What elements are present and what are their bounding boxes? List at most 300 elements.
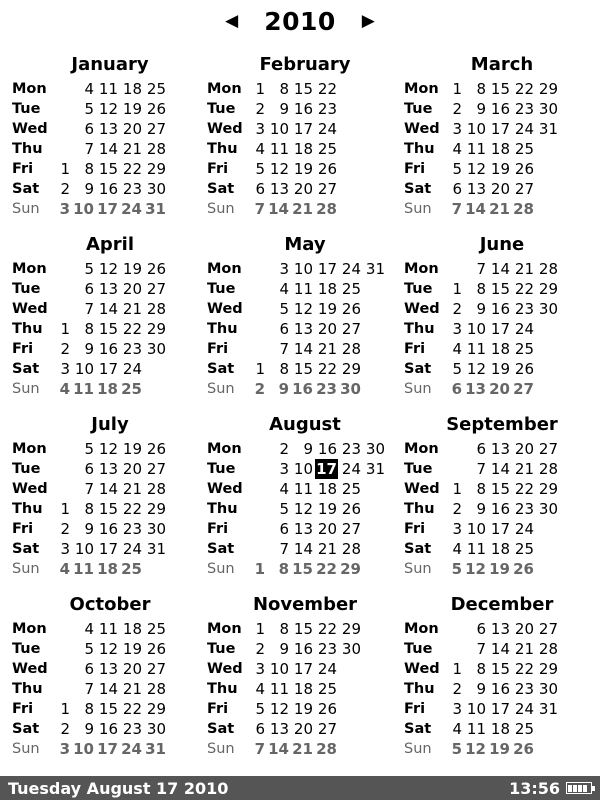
calendar-day[interactable]: 4	[84, 620, 94, 638]
calendar-day[interactable]: 30	[538, 300, 558, 318]
calendar-day[interactable]: 30	[146, 180, 166, 198]
calendar-day[interactable]: 20	[122, 660, 142, 678]
calendar-day[interactable]: 10	[466, 120, 486, 138]
calendar-day[interactable]: 28	[341, 340, 361, 358]
calendar-day[interactable]: 28	[538, 460, 558, 478]
calendar-day[interactable]: 19	[293, 160, 313, 178]
calendar-day[interactable]: 7	[476, 640, 486, 658]
calendar-day[interactable]: 27	[146, 120, 166, 138]
calendar-day[interactable]: 18	[490, 720, 510, 738]
calendar-day[interactable]: 23	[317, 100, 337, 118]
calendar-day[interactable]: 11	[466, 540, 486, 558]
calendar-day[interactable]: 31	[146, 540, 166, 558]
calendar-day[interactable]: 26	[514, 160, 534, 178]
calendar-day[interactable]: 23	[514, 100, 534, 118]
calendar-day[interactable]: 10	[269, 660, 289, 678]
calendar-day[interactable]: 13	[465, 380, 486, 398]
calendar-day[interactable]: 18	[293, 140, 313, 158]
calendar-day[interactable]: 15	[293, 360, 313, 378]
calendar-day[interactable]: 11	[73, 380, 94, 398]
calendar-day[interactable]: 8	[84, 320, 94, 338]
calendar-day[interactable]: 13	[98, 460, 118, 478]
calendar-day[interactable]: 10	[466, 520, 486, 538]
calendar-day[interactable]: 24	[514, 520, 534, 538]
calendar-day[interactable]: 10	[269, 120, 289, 138]
calendar-day[interactable]: 12	[465, 740, 486, 758]
calendar-day[interactable]: 25	[514, 540, 534, 558]
calendar-day[interactable]: 23	[122, 340, 142, 358]
calendar-day[interactable]: 14	[465, 200, 486, 218]
calendar-day[interactable]: 17	[97, 200, 118, 218]
calendar-day[interactable]: 16	[98, 520, 118, 538]
calendar-day[interactable]: 9	[476, 100, 486, 118]
calendar-day[interactable]: 9	[279, 100, 289, 118]
calendar-day[interactable]: 15	[490, 280, 510, 298]
calendar-day[interactable]: 16	[98, 340, 118, 358]
calendar-day[interactable]: 3	[255, 120, 265, 138]
calendar-day[interactable]: 9	[84, 180, 94, 198]
calendar-day[interactable]: 2	[452, 100, 462, 118]
calendar-day[interactable]: 25	[317, 680, 337, 698]
calendar-day[interactable]: 22	[122, 160, 142, 178]
calendar-day[interactable]: 7	[279, 340, 289, 358]
calendar-day[interactable]: 2	[60, 520, 70, 538]
calendar-day[interactable]: 3	[452, 520, 462, 538]
calendar-day[interactable]: 18	[97, 560, 118, 578]
calendar-day[interactable]: 19	[490, 160, 510, 178]
calendar-day[interactable]: 31	[538, 120, 558, 138]
calendar-day[interactable]: 18	[122, 620, 142, 638]
calendar-day[interactable]: 22	[317, 80, 337, 98]
calendar-day[interactable]: 26	[341, 500, 361, 518]
calendar-day[interactable]: 15	[490, 660, 510, 678]
calendar-day[interactable]: 21	[514, 260, 534, 278]
calendar-day[interactable]: 5	[255, 700, 265, 718]
calendar-day[interactable]: 22	[514, 480, 534, 498]
calendar-day[interactable]: 20	[514, 620, 534, 638]
calendar-day[interactable]: 8	[476, 280, 486, 298]
calendar-day[interactable]: 11	[269, 140, 289, 158]
calendar-day[interactable]: 5	[255, 160, 265, 178]
calendar-day[interactable]: 25	[146, 620, 166, 638]
calendar-day[interactable]: 1	[452, 660, 462, 678]
calendar-day[interactable]: 6	[255, 180, 265, 198]
calendar-day[interactable]: 31	[365, 460, 385, 478]
calendar-day[interactable]: 21	[292, 200, 313, 218]
calendar-day[interactable]: 18	[317, 480, 337, 498]
calendar-day[interactable]: 17	[490, 520, 510, 538]
calendar-day[interactable]: 9	[279, 640, 289, 658]
calendar-day[interactable]: 29	[538, 280, 558, 298]
calendar-day[interactable]: 23	[514, 680, 534, 698]
calendar-day[interactable]: 11	[293, 480, 313, 498]
calendar-day[interactable]: 20	[514, 440, 534, 458]
calendar-day[interactable]: 11	[466, 340, 486, 358]
calendar-day[interactable]: 19	[489, 740, 510, 758]
calendar-day[interactable]: 17	[293, 660, 313, 678]
calendar-day[interactable]: 11	[466, 140, 486, 158]
calendar-day[interactable]: 29	[146, 500, 166, 518]
calendar-day[interactable]: 27	[538, 620, 558, 638]
calendar-day[interactable]: 13	[98, 120, 118, 138]
calendar-day[interactable]: 19	[122, 100, 142, 118]
calendar-day[interactable]: 28	[513, 200, 534, 218]
calendar-day[interactable]: 6	[84, 120, 94, 138]
calendar-day[interactable]: 7	[254, 200, 265, 218]
calendar-day[interactable]: 24	[514, 320, 534, 338]
calendar-day[interactable]: 2	[254, 380, 265, 398]
next-year-arrow-icon[interactable]: ▶	[361, 10, 375, 31]
calendar-day[interactable]: 19	[122, 640, 142, 658]
calendar-day[interactable]: 21	[317, 340, 337, 358]
calendar-day[interactable]: 23	[341, 440, 361, 458]
calendar-day[interactable]: 29	[340, 560, 361, 578]
calendar-day[interactable]: 30	[538, 500, 558, 518]
calendar-day[interactable]: 15	[490, 480, 510, 498]
calendar-day[interactable]: 14	[490, 260, 510, 278]
calendar-day[interactable]: 4	[279, 280, 289, 298]
calendar-day[interactable]: 11	[98, 80, 118, 98]
calendar-day[interactable]: 13	[293, 520, 313, 538]
calendar-day[interactable]: 16	[293, 640, 313, 658]
calendar-day[interactable]: 21	[122, 300, 142, 318]
calendar-day[interactable]: 23	[122, 180, 142, 198]
calendar-day[interactable]: 4	[59, 380, 70, 398]
calendar-day[interactable]: 21	[122, 480, 142, 498]
calendar-day[interactable]: 3	[452, 320, 462, 338]
calendar-day[interactable]: 26	[146, 260, 166, 278]
calendar-day[interactable]: 9	[476, 680, 486, 698]
calendar-day[interactable]: 9	[476, 500, 486, 518]
calendar-day[interactable]: 1	[60, 320, 70, 338]
calendar-day[interactable]: 29	[341, 360, 361, 378]
calendar-day[interactable]: 5	[84, 260, 94, 278]
calendar-day[interactable]: 26	[317, 160, 337, 178]
calendar-day[interactable]: 26	[317, 700, 337, 718]
calendar-day[interactable]: 16	[293, 100, 313, 118]
calendar-day[interactable]: 17	[98, 360, 118, 378]
calendar-day[interactable]: 24	[122, 360, 142, 378]
calendar-day[interactable]: 31	[538, 700, 558, 718]
calendar-day[interactable]: 9	[84, 340, 94, 358]
calendar-day[interactable]: 7	[84, 680, 94, 698]
calendar-day[interactable]: 6	[279, 520, 289, 538]
calendar-day[interactable]: 14	[490, 640, 510, 658]
calendar-day[interactable]: 10	[293, 260, 313, 278]
calendar-day[interactable]: 3	[279, 460, 289, 478]
calendar-day[interactable]: 22	[316, 560, 337, 578]
calendar-day[interactable]: 1	[60, 700, 70, 718]
calendar-day[interactable]: 2	[452, 680, 462, 698]
calendar-day[interactable]: 20	[122, 280, 142, 298]
calendar-day[interactable]: 3	[452, 120, 462, 138]
calendar-day[interactable]: 3	[255, 660, 265, 678]
calendar-day[interactable]: 12	[293, 500, 313, 518]
calendar-day[interactable]: 27	[538, 440, 558, 458]
calendar-day[interactable]: 13	[466, 180, 486, 198]
calendar-day[interactable]: 28	[538, 640, 558, 658]
calendar-day[interactable]: 24	[514, 700, 534, 718]
calendar-day[interactable]: 13	[269, 720, 289, 738]
calendar-day[interactable]: 29	[538, 480, 558, 498]
calendar-day[interactable]: 25	[514, 140, 534, 158]
calendar-day[interactable]: 12	[98, 100, 118, 118]
calendar-day[interactable]: 4	[452, 140, 462, 158]
calendar-day[interactable]: 17	[97, 740, 118, 758]
calendar-day[interactable]: 1	[60, 500, 70, 518]
calendar-day[interactable]: 22	[514, 660, 534, 678]
calendar-day[interactable]: 8	[476, 80, 486, 98]
calendar-day[interactable]: 5	[451, 560, 462, 578]
calendar-day[interactable]: 17	[490, 120, 510, 138]
calendar-day[interactable]: 11	[98, 620, 118, 638]
calendar-day[interactable]: 6	[476, 620, 486, 638]
calendar-day[interactable]: 18	[97, 380, 118, 398]
calendar-day[interactable]: 16	[490, 500, 510, 518]
calendar-day[interactable]: 3	[60, 360, 70, 378]
calendar-day[interactable]: 19	[122, 440, 142, 458]
calendar-day[interactable]: 15	[292, 560, 313, 578]
calendar-day[interactable]: 22	[122, 500, 142, 518]
previous-year-arrow-icon[interactable]: ◀	[225, 10, 239, 31]
calendar-day[interactable]: 5	[279, 300, 289, 318]
calendar-day[interactable]: 22	[122, 320, 142, 338]
calendar-day[interactable]: 6	[476, 440, 486, 458]
calendar-day[interactable]: 26	[341, 300, 361, 318]
calendar-day[interactable]: 8	[84, 700, 94, 718]
calendar-day[interactable]: 16	[292, 380, 313, 398]
calendar-day[interactable]: 27	[317, 720, 337, 738]
calendar-day[interactable]: 17	[490, 320, 510, 338]
calendar-day[interactable]: 22	[514, 280, 534, 298]
calendar-day[interactable]: 28	[146, 680, 166, 698]
calendar-day[interactable]: 12	[269, 700, 289, 718]
calendar-day[interactable]: 1	[255, 620, 265, 638]
calendar-day[interactable]: 5	[84, 100, 94, 118]
calendar-day[interactable]: 23	[122, 520, 142, 538]
calendar-day[interactable]: 20	[293, 180, 313, 198]
calendar-day[interactable]: 22	[317, 620, 337, 638]
calendar-day[interactable]: 29	[146, 320, 166, 338]
calendar-day[interactable]: 18	[490, 140, 510, 158]
calendar-day[interactable]: 9	[84, 520, 94, 538]
calendar-day[interactable]: 30	[146, 340, 166, 358]
calendar-day[interactable]: 23	[317, 640, 337, 658]
calendar-day[interactable]: 1	[452, 480, 462, 498]
calendar-day[interactable]: 15	[98, 320, 118, 338]
calendar-day[interactable]: 6	[452, 180, 462, 198]
calendar-day[interactable]: 10	[74, 360, 94, 378]
calendar-day[interactable]: 29	[146, 700, 166, 718]
calendar-day[interactable]: 14	[98, 680, 118, 698]
calendar-day[interactable]: 26	[146, 440, 166, 458]
calendar-day[interactable]: 17	[98, 540, 118, 558]
calendar-day[interactable]: 13	[269, 180, 289, 198]
calendar-day[interactable]: 18	[490, 340, 510, 358]
calendar-day[interactable]: 4	[84, 80, 94, 98]
calendar-day[interactable]: 17	[293, 120, 313, 138]
calendar-day[interactable]: 27	[513, 380, 534, 398]
calendar-day[interactable]: 22	[514, 80, 534, 98]
calendar-day[interactable]: 7	[451, 200, 462, 218]
calendar-day[interactable]: 24	[341, 460, 361, 478]
calendar-day[interactable]: 26	[146, 100, 166, 118]
calendar-day[interactable]: 12	[269, 160, 289, 178]
calendar-day[interactable]: 4	[59, 560, 70, 578]
calendar-day[interactable]: 28	[146, 300, 166, 318]
calendar-day[interactable]: 7	[476, 260, 486, 278]
calendar-day[interactable]: 11	[466, 720, 486, 738]
calendar-day[interactable]: 10	[73, 740, 94, 758]
calendar-day[interactable]: 28	[146, 140, 166, 158]
calendar-day[interactable]: 1	[60, 160, 70, 178]
calendar-day[interactable]: 31	[145, 740, 166, 758]
calendar-day[interactable]: 2	[255, 100, 265, 118]
calendar-day[interactable]: 20	[317, 520, 337, 538]
calendar-day[interactable]: 10	[466, 700, 486, 718]
calendar-day[interactable]: 18	[293, 680, 313, 698]
calendar-day[interactable]: 11	[293, 280, 313, 298]
calendar-day[interactable]: 10	[73, 200, 94, 218]
calendar-day[interactable]: 5	[279, 500, 289, 518]
calendar-day[interactable]: 26	[146, 640, 166, 658]
calendar-day[interactable]: 21	[292, 740, 313, 758]
calendar-day[interactable]: 25	[514, 340, 534, 358]
calendar-day[interactable]: 28	[316, 200, 337, 218]
calendar-day[interactable]: 25	[121, 380, 142, 398]
calendar-day[interactable]: 27	[514, 180, 534, 198]
calendar-day[interactable]: 27	[317, 180, 337, 198]
calendar-day[interactable]: 15	[490, 80, 510, 98]
calendar-day[interactable]: 25	[341, 480, 361, 498]
calendar-day[interactable]: 26	[514, 360, 534, 378]
calendar-day[interactable]: 28	[316, 740, 337, 758]
calendar-day[interactable]: 30	[538, 100, 558, 118]
calendar-day[interactable]: 21	[514, 460, 534, 478]
calendar-day[interactable]: 30	[365, 440, 385, 458]
calendar-day[interactable]: 31	[145, 200, 166, 218]
calendar-day[interactable]: 16	[490, 300, 510, 318]
calendar-day[interactable]: 9	[476, 300, 486, 318]
calendar-day[interactable]: 9	[84, 720, 94, 738]
calendar-day[interactable]: 19	[122, 260, 142, 278]
calendar-day[interactable]: 6	[255, 720, 265, 738]
calendar-day[interactable]: 12	[466, 360, 486, 378]
calendar-day[interactable]: 4	[255, 140, 265, 158]
calendar-day[interactable]: 21	[514, 640, 534, 658]
calendar-day[interactable]: 9	[278, 380, 289, 398]
calendar-day[interactable]: 24	[341, 260, 361, 278]
calendar-day[interactable]: 7	[476, 460, 486, 478]
calendar-day[interactable]: 13	[490, 440, 510, 458]
calendar-day[interactable]: 3	[59, 740, 70, 758]
calendar-day[interactable]: 20	[489, 380, 510, 398]
calendar-day[interactable]: 13	[293, 320, 313, 338]
calendar-day[interactable]: 7	[84, 140, 94, 158]
calendar-day[interactable]: 16	[490, 680, 510, 698]
calendar-day[interactable]: 14	[98, 140, 118, 158]
calendar-day[interactable]: 5	[84, 640, 94, 658]
calendar-day[interactable]: 8	[84, 500, 94, 518]
calendar-day[interactable]: 5	[452, 360, 462, 378]
calendar-day[interactable]: 25	[121, 560, 142, 578]
calendar-day[interactable]: 20	[122, 120, 142, 138]
calendar-day[interactable]: 1	[452, 80, 462, 98]
calendar-day[interactable]: 24	[122, 540, 142, 558]
calendar-day[interactable]: 4	[255, 680, 265, 698]
calendar-day[interactable]: 29	[146, 160, 166, 178]
calendar-day[interactable]: 19	[489, 560, 510, 578]
calendar-day[interactable]: 7	[254, 740, 265, 758]
calendar-day[interactable]: 8	[84, 160, 94, 178]
calendar-day[interactable]: 18	[490, 540, 510, 558]
calendar-day[interactable]: 19	[490, 360, 510, 378]
calendar-day[interactable]: 21	[489, 200, 510, 218]
calendar-day[interactable]: 1	[255, 80, 265, 98]
calendar-day[interactable]: 8	[279, 80, 289, 98]
calendar-day[interactable]: 15	[293, 80, 313, 98]
calendar-day[interactable]: 4	[279, 480, 289, 498]
calendar-day[interactable]: 16	[98, 720, 118, 738]
calendar-day[interactable]: 10	[293, 460, 313, 478]
calendar-day[interactable]: 4	[452, 720, 462, 738]
calendar-day[interactable]: 30	[538, 680, 558, 698]
calendar-day[interactable]: 3	[60, 540, 70, 558]
calendar-day[interactable]: 29	[538, 80, 558, 98]
calendar-day[interactable]: 14	[268, 200, 289, 218]
calendar-day[interactable]: 19	[293, 700, 313, 718]
calendar-day[interactable]: 26	[513, 560, 534, 578]
calendar-day[interactable]: 21	[317, 540, 337, 558]
calendar-day[interactable]: 20	[122, 460, 142, 478]
calendar-day[interactable]: 30	[340, 380, 361, 398]
calendar-day[interactable]: 23	[514, 500, 534, 518]
calendar-day[interactable]: 6	[84, 460, 94, 478]
calendar-day[interactable]: 28	[146, 480, 166, 498]
calendar-day[interactable]: 6	[451, 380, 462, 398]
calendar-day[interactable]: 2	[60, 180, 70, 198]
calendar-day[interactable]: 24	[317, 660, 337, 678]
calendar-day[interactable]: 6	[279, 320, 289, 338]
calendar-day[interactable]: 2	[255, 640, 265, 658]
calendar-day[interactable]: 16	[98, 180, 118, 198]
calendar-day[interactable]: 14	[293, 540, 313, 558]
calendar-day[interactable]: 27	[146, 280, 166, 298]
calendar-day[interactable]: 4	[452, 340, 462, 358]
calendar-day[interactable]: 14	[293, 340, 313, 358]
calendar-day[interactable]: 16	[317, 440, 337, 458]
calendar-day[interactable]: 28	[341, 540, 361, 558]
calendar-day[interactable]: 21	[122, 140, 142, 158]
calendar-day[interactable]: 22	[122, 700, 142, 718]
calendar-day[interactable]: 22	[317, 360, 337, 378]
calendar-day[interactable]: 10	[466, 320, 486, 338]
calendar-day[interactable]: 26	[513, 740, 534, 758]
calendar-day[interactable]: 27	[341, 520, 361, 538]
calendar-day[interactable]: 31	[365, 260, 385, 278]
calendar-day[interactable]: 2	[452, 500, 462, 518]
calendar-day[interactable]: 11	[73, 560, 94, 578]
calendar-day[interactable]: 3	[452, 700, 462, 718]
calendar-day[interactable]: 5	[452, 160, 462, 178]
calendar-day[interactable]: 25	[514, 720, 534, 738]
calendar-day[interactable]: 23	[514, 300, 534, 318]
calendar-day[interactable]: 28	[538, 260, 558, 278]
calendar-day[interactable]: 2	[452, 300, 462, 318]
calendar-day[interactable]: 7	[84, 480, 94, 498]
calendar-day[interactable]: 15	[98, 160, 118, 178]
calendar-day[interactable]: 12	[293, 300, 313, 318]
